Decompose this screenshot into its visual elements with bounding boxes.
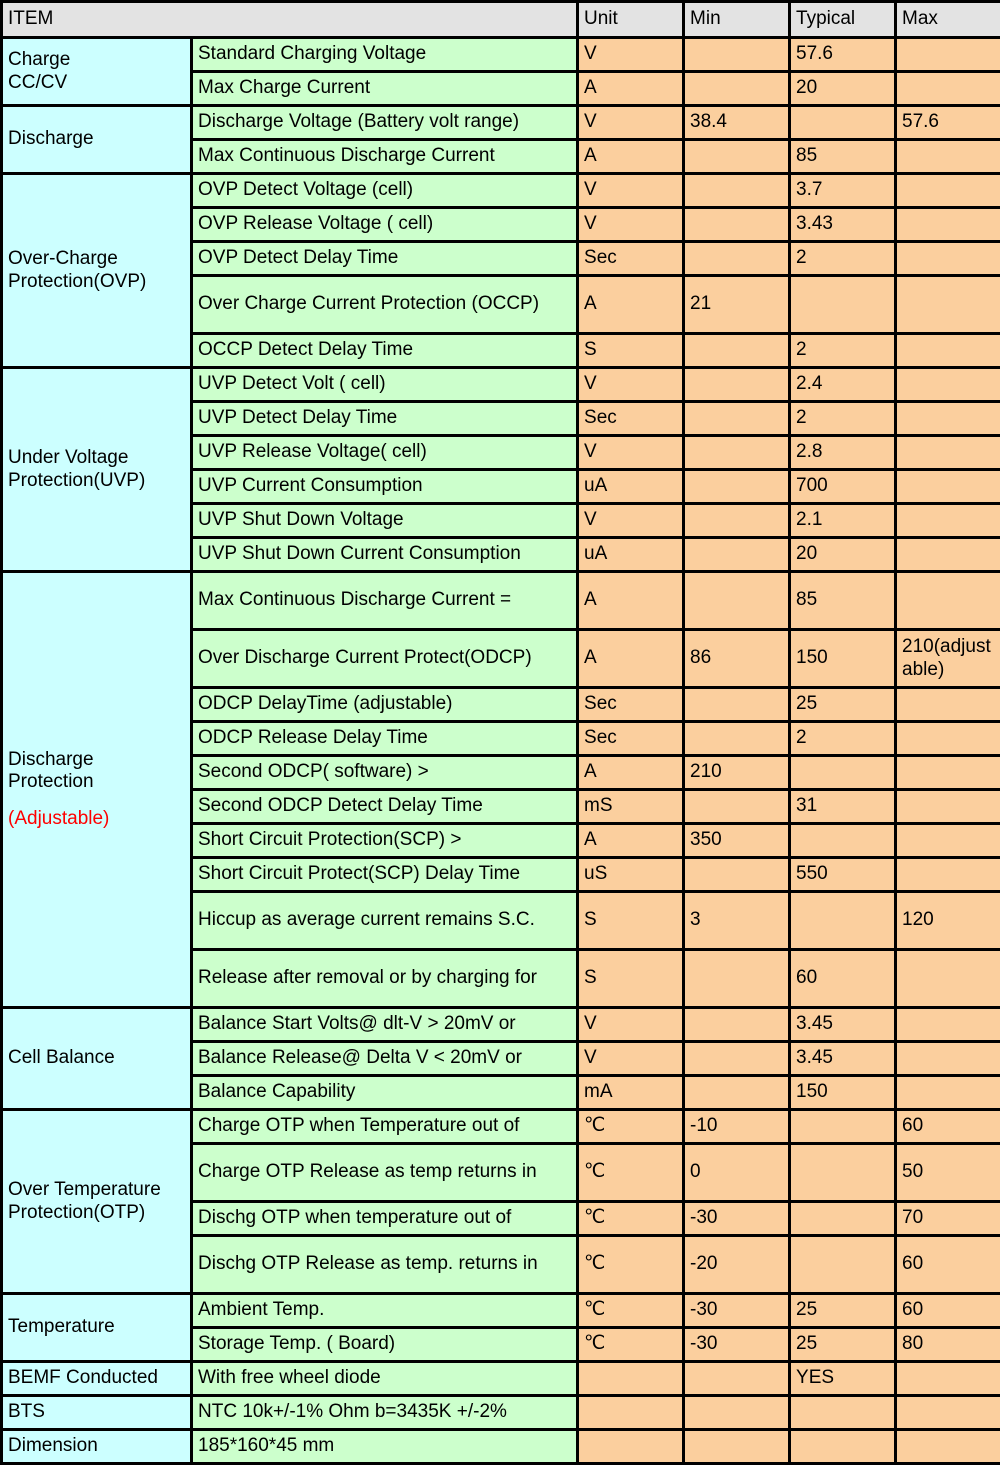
item-cell: ODCP Release Delay Time	[192, 722, 578, 756]
max-cell	[896, 790, 1000, 824]
category-label-line: CC/CV	[8, 71, 68, 93]
typical-cell: 20	[790, 72, 896, 106]
min-cell	[684, 402, 790, 436]
typical-cell: 2.8	[790, 436, 896, 470]
unit-cell: ℃	[578, 1110, 684, 1144]
category-label-line: (Adjustable)	[8, 807, 110, 829]
category-label-line: BEMF Conducted	[8, 1367, 158, 1389]
typical-cell	[790, 824, 896, 858]
min-cell	[684, 470, 790, 504]
typical-cell: 60	[790, 950, 896, 1008]
item-cell: Balance Start Volts@ dlt-V > 20mV or	[192, 1008, 578, 1042]
max-cell	[896, 858, 1000, 892]
item-cell: With free wheel diode	[192, 1362, 578, 1396]
category-label-line: Temperature	[8, 1316, 115, 1338]
max-cell: 60	[896, 1294, 1000, 1328]
min-cell	[684, 208, 790, 242]
max-cell	[896, 688, 1000, 722]
category-cell	[2, 1008, 192, 1110]
unit-cell	[578, 1362, 684, 1396]
min-cell	[684, 140, 790, 174]
typical-cell: 3.45	[790, 1008, 896, 1042]
unit-cell: S	[578, 334, 684, 368]
typical-cell: 3.45	[790, 1042, 896, 1076]
min-cell	[684, 1362, 790, 1396]
table-header	[2, 2, 1000, 38]
min-cell: -30	[684, 1328, 790, 1362]
item-cell: Short Circuit Protection(SCP) >	[192, 824, 578, 858]
min-cell: -30	[684, 1202, 790, 1236]
min-cell	[684, 572, 790, 630]
max-cell	[896, 436, 1000, 470]
typical-cell: 550	[790, 858, 896, 892]
max-cell	[896, 824, 1000, 858]
unit-cell: A	[578, 140, 684, 174]
unit-cell	[578, 1396, 684, 1430]
column-header-max: Max	[896, 2, 1000, 38]
category-cell	[2, 1430, 192, 1464]
typical-cell: 700	[790, 470, 896, 504]
item-cell: Second ODCP Detect Delay Time	[192, 790, 578, 824]
min-cell	[684, 1076, 790, 1110]
item-cell: Charge OTP Release as temp returns in	[192, 1144, 578, 1202]
typical-cell	[790, 1396, 896, 1430]
typical-cell: 57.6	[790, 38, 896, 72]
category-label-line: Protection	[8, 771, 94, 793]
unit-cell: S	[578, 950, 684, 1008]
min-cell: 38.4	[684, 106, 790, 140]
typical-cell	[790, 756, 896, 790]
min-cell	[684, 242, 790, 276]
category-label-line: Protection(UVP)	[8, 469, 146, 491]
typical-cell: 2	[790, 722, 896, 756]
item-cell: Max Continuous Discharge Current	[192, 140, 578, 174]
item-cell: OCCP Detect Delay Time	[192, 334, 578, 368]
table-row	[2, 1430, 1000, 1464]
min-cell	[684, 722, 790, 756]
column-header-typical: Typical	[790, 2, 896, 38]
item-cell: UVP Detect Volt ( cell)	[192, 368, 578, 402]
unit-cell: uS	[578, 858, 684, 892]
min-cell	[684, 436, 790, 470]
typical-cell: 20	[790, 538, 896, 572]
typical-cell: 25	[790, 1328, 896, 1362]
item-cell: Storage Temp. ( Board)	[192, 1328, 578, 1362]
typical-cell: 31	[790, 790, 896, 824]
category-label-line: Discharge	[8, 748, 94, 770]
unit-cell: S	[578, 892, 684, 950]
max-cell: 210(adjustable)	[896, 630, 1000, 688]
max-cell	[896, 470, 1000, 504]
max-cell	[896, 334, 1000, 368]
min-cell	[684, 1396, 790, 1430]
category-cell	[2, 106, 192, 174]
category-cell	[2, 1362, 192, 1396]
item-cell: NTC 10k+/-1% Ohm b=3435K +/-2%	[192, 1396, 578, 1430]
max-cell	[896, 208, 1000, 242]
typical-cell	[790, 1144, 896, 1202]
unit-cell: Sec	[578, 722, 684, 756]
min-cell: -20	[684, 1236, 790, 1294]
typical-cell	[790, 1236, 896, 1294]
max-cell: 80	[896, 1328, 1000, 1362]
category-label-line: Dimension	[8, 1435, 98, 1457]
category-label-line: Under Voltage	[8, 447, 129, 469]
category-cell	[2, 1294, 192, 1362]
max-cell	[896, 1396, 1000, 1430]
max-cell	[896, 538, 1000, 572]
category-cell	[2, 368, 192, 572]
typical-cell: 3.43	[790, 208, 896, 242]
unit-cell: mA	[578, 1076, 684, 1110]
min-cell	[684, 1430, 790, 1464]
item-cell: Charge OTP when Temperature out of	[192, 1110, 578, 1144]
typical-cell	[790, 276, 896, 334]
max-cell	[896, 1430, 1000, 1464]
unit-cell: V	[578, 504, 684, 538]
typical-cell	[790, 892, 896, 950]
item-cell: Standard Charging Voltage	[192, 38, 578, 72]
unit-cell: V	[578, 368, 684, 402]
typical-cell	[790, 1110, 896, 1144]
category-cell	[2, 38, 192, 106]
unit-cell: ℃	[578, 1328, 684, 1362]
typical-cell: 2	[790, 242, 896, 276]
min-cell	[684, 538, 790, 572]
max-cell: 120	[896, 892, 1000, 950]
category-cell	[2, 572, 192, 1008]
unit-cell: V	[578, 106, 684, 140]
item-cell: Max Continuous Discharge Current =	[192, 572, 578, 630]
item-cell: Max Charge Current	[192, 72, 578, 106]
unit-cell: ℃	[578, 1294, 684, 1328]
min-cell	[684, 858, 790, 892]
item-cell: Balance Release@ Delta V < 20mV or	[192, 1042, 578, 1076]
typical-cell: 150	[790, 630, 896, 688]
item-cell: Balance Capability	[192, 1076, 578, 1110]
category-spacer	[8, 794, 185, 808]
category-label-line: BTS	[8, 1401, 45, 1423]
table-row	[2, 368, 1000, 402]
min-cell: -30	[684, 1294, 790, 1328]
unit-cell: V	[578, 38, 684, 72]
category-cell	[2, 1110, 192, 1294]
min-cell	[684, 38, 790, 72]
min-cell: 21	[684, 276, 790, 334]
typical-cell: 85	[790, 572, 896, 630]
max-cell	[896, 402, 1000, 436]
typical-cell	[790, 1202, 896, 1236]
table-row	[2, 1110, 1000, 1144]
max-cell	[896, 1076, 1000, 1110]
item-cell: OVP Detect Delay Time	[192, 242, 578, 276]
max-cell: 60	[896, 1110, 1000, 1144]
max-cell	[896, 38, 1000, 72]
item-cell: Over Charge Current Protection (OCCP)	[192, 276, 578, 334]
typical-cell	[790, 1430, 896, 1464]
item-cell: Second ODCP( software) >	[192, 756, 578, 790]
unit-cell: A	[578, 276, 684, 334]
item-cell: Discharge Voltage (Battery volt range)	[192, 106, 578, 140]
table-row	[2, 1362, 1000, 1396]
typical-cell: 2.4	[790, 368, 896, 402]
unit-cell: uA	[578, 470, 684, 504]
min-cell	[684, 1042, 790, 1076]
max-cell	[896, 174, 1000, 208]
category-label-line: Cell Balance	[8, 1047, 115, 1069]
unit-cell: V	[578, 436, 684, 470]
max-cell	[896, 722, 1000, 756]
item-cell: UVP Detect Delay Time	[192, 402, 578, 436]
unit-cell: uA	[578, 538, 684, 572]
category-label-line: Protection(OTP)	[8, 1201, 146, 1223]
unit-cell: Sec	[578, 402, 684, 436]
min-cell	[684, 790, 790, 824]
category-label-line: Discharge	[8, 128, 94, 150]
min-cell	[684, 334, 790, 368]
max-cell	[896, 1008, 1000, 1042]
min-cell: 86	[684, 630, 790, 688]
typical-cell: 2	[790, 402, 896, 436]
unit-cell: V	[578, 1042, 684, 1076]
max-cell	[896, 756, 1000, 790]
category-label-line: Over Temperature	[8, 1179, 161, 1201]
item-cell: Dischg OTP when temperature out of	[192, 1202, 578, 1236]
typical-cell: 25	[790, 688, 896, 722]
category-cell	[2, 1396, 192, 1430]
min-cell: -10	[684, 1110, 790, 1144]
table-row	[2, 106, 1000, 140]
max-cell: 60	[896, 1236, 1000, 1294]
typical-cell: 2	[790, 334, 896, 368]
typical-cell: 85	[790, 140, 896, 174]
item-cell: Over Discharge Current Protect(ODCP)	[192, 630, 578, 688]
unit-cell: A	[578, 72, 684, 106]
category-label-line: Charge	[8, 49, 71, 71]
unit-cell: ℃	[578, 1144, 684, 1202]
table-body	[2, 38, 1000, 1464]
unit-cell: ℃	[578, 1236, 684, 1294]
item-cell: 185*160*45 mm	[192, 1430, 578, 1464]
unit-cell: A	[578, 630, 684, 688]
max-cell	[896, 504, 1000, 538]
item-cell: Ambient Temp.	[192, 1294, 578, 1328]
unit-cell	[578, 1430, 684, 1464]
unit-cell: V	[578, 174, 684, 208]
item-cell: Release after removal or by charging for	[192, 950, 578, 1008]
item-cell: UVP Shut Down Current Consumption	[192, 538, 578, 572]
table-row	[2, 38, 1000, 72]
category-label-line: Protection(OVP)	[8, 270, 147, 292]
max-cell: 70	[896, 1202, 1000, 1236]
item-cell: Dischg OTP Release as temp. returns in	[192, 1236, 578, 1294]
max-cell	[896, 242, 1000, 276]
max-cell: 50	[896, 1144, 1000, 1202]
unit-cell: A	[578, 756, 684, 790]
unit-cell: mS	[578, 790, 684, 824]
max-cell	[896, 1042, 1000, 1076]
max-cell	[896, 72, 1000, 106]
typical-cell: YES	[790, 1362, 896, 1396]
item-cell: Hiccup as average current remains S.C.	[192, 892, 578, 950]
unit-cell: V	[578, 1008, 684, 1042]
unit-cell: ℃	[578, 1202, 684, 1236]
typical-cell: 3.7	[790, 174, 896, 208]
max-cell: 57.6	[896, 106, 1000, 140]
max-cell	[896, 276, 1000, 334]
table-row	[2, 1294, 1000, 1328]
item-cell: OVP Detect Voltage (cell)	[192, 174, 578, 208]
unit-cell: V	[578, 208, 684, 242]
min-cell: 210	[684, 756, 790, 790]
table-row	[2, 1008, 1000, 1042]
typical-cell	[790, 106, 896, 140]
table-row	[2, 174, 1000, 208]
column-header-item: ITEM	[2, 2, 578, 38]
table-row	[2, 1396, 1000, 1430]
header-row	[2, 2, 1000, 38]
item-cell: UVP Release Voltage( cell)	[192, 436, 578, 470]
unit-cell: A	[578, 824, 684, 858]
min-cell: 350	[684, 824, 790, 858]
max-cell	[896, 950, 1000, 1008]
item-cell: OVP Release Voltage ( cell)	[192, 208, 578, 242]
max-cell	[896, 140, 1000, 174]
category-cell	[2, 174, 192, 368]
unit-cell: A	[578, 572, 684, 630]
unit-cell: Sec	[578, 242, 684, 276]
typical-cell: 150	[790, 1076, 896, 1110]
item-cell: UVP Current Consumption	[192, 470, 578, 504]
min-cell	[684, 174, 790, 208]
max-cell	[896, 1362, 1000, 1396]
item-cell: UVP Shut Down Voltage	[192, 504, 578, 538]
column-header-min: Min	[684, 2, 790, 38]
item-cell: Short Circuit Protect(SCP) Delay Time	[192, 858, 578, 892]
category-label-line: Over-Charge	[8, 248, 118, 270]
table-row	[2, 572, 1000, 630]
min-cell	[684, 504, 790, 538]
min-cell	[684, 688, 790, 722]
min-cell	[684, 950, 790, 1008]
min-cell	[684, 368, 790, 402]
typical-cell: 25	[790, 1294, 896, 1328]
typical-cell: 2.1	[790, 504, 896, 538]
max-cell	[896, 368, 1000, 402]
max-cell	[896, 572, 1000, 630]
min-cell	[684, 72, 790, 106]
min-cell: 0	[684, 1144, 790, 1202]
unit-cell: Sec	[578, 688, 684, 722]
item-cell: ODCP DelayTime (adjustable)	[192, 688, 578, 722]
min-cell	[684, 1008, 790, 1042]
column-header-unit: Unit	[578, 2, 684, 38]
min-cell: 3	[684, 892, 790, 950]
